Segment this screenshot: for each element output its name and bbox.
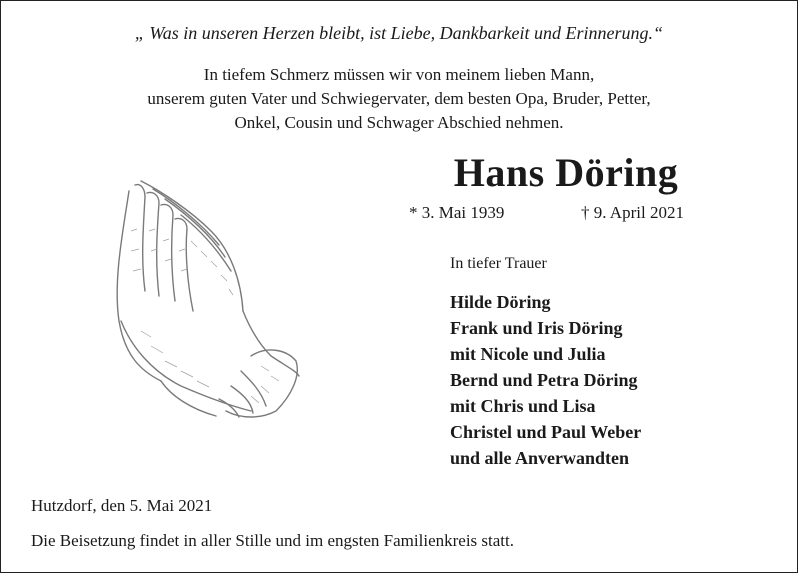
- mourner-line: Frank und Iris Döring: [450, 318, 623, 338]
- intro-text: [1, 63, 797, 135]
- burial-note: Die Beisetzung findet in aller Stille und im engsten Familienkreis statt.: [31, 531, 514, 550]
- quote: „ Was in unseren Herzen bleibt, ist Liebe, Dankbarkeit und Erinnerung.“: [134, 23, 664, 43]
- mourner-line: und alle Anverwandten: [450, 448, 630, 468]
- mourners-list: [450, 289, 641, 471]
- mourner-line: mit Chris und Lisa: [450, 396, 596, 416]
- mourner-line: Christel und Paul Weber: [450, 422, 642, 442]
- death-date: † 9. April 2021: [581, 203, 684, 222]
- mourner-line: Hilde Döring: [450, 292, 551, 312]
- place-date: Hutzdorf, den 5. Mai 2021: [31, 496, 213, 515]
- intro-line: unserem guten Vater und Schwiegervater, dem besten Opa, Bruder, Petter,: [147, 89, 651, 108]
- deceased-name: Hans Döring: [453, 150, 679, 195]
- mourner-line: Bernd und Petra Döring: [450, 370, 638, 390]
- praying-hands-icon: [101, 171, 301, 421]
- intro-line: In tiefem Schmerz müssen wir von meinem lieben Mann,: [203, 65, 595, 84]
- mourner-line: mit Nicole und Julia: [450, 344, 606, 364]
- mourning-label: In tiefer Trauer: [450, 255, 547, 272]
- birth-date: * 3. Mai 1939: [409, 203, 505, 222]
- intro-line: Onkel, Cousin und Schwager Abschied nehmen.: [234, 113, 564, 132]
